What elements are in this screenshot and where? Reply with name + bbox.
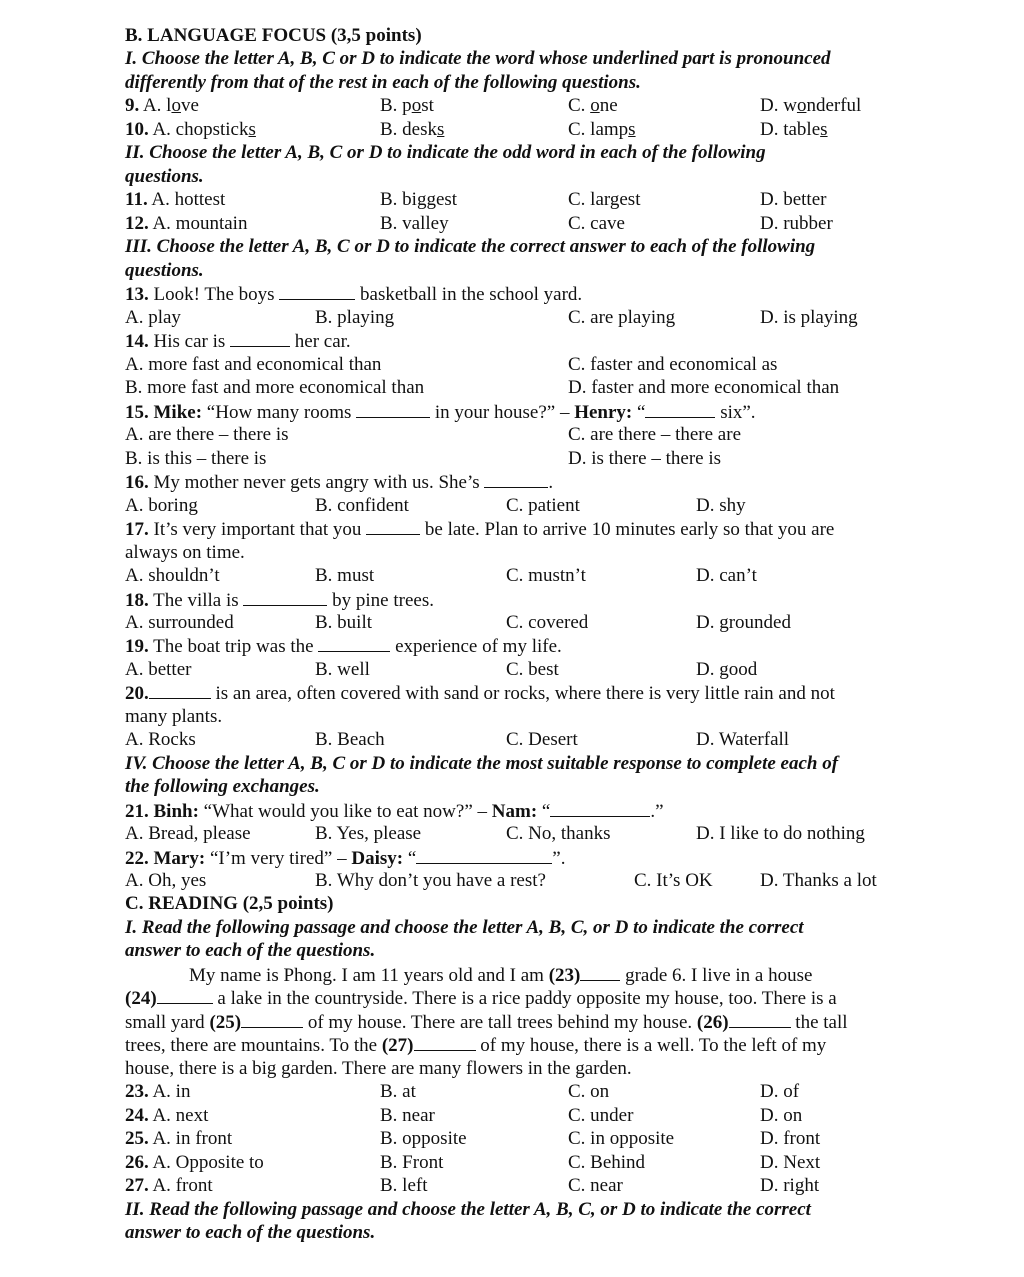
answer-option[interactable] — [380, 1127, 467, 1150]
underlined-part: o — [411, 95, 422, 116]
answer-option[interactable] — [125, 423, 289, 446]
option-text: B. at — [380, 1081, 416, 1102]
question-number: 11. — [125, 189, 148, 210]
answer-blank[interactable] — [157, 986, 213, 1004]
option-text: D. front — [760, 1128, 821, 1149]
option-text: C. patient — [506, 495, 580, 516]
section-heading — [125, 1198, 811, 1221]
underlined-part: o — [171, 95, 181, 116]
answer-option[interactable] — [125, 212, 247, 235]
option-text: B. valley — [380, 213, 449, 234]
option-text: nderful — [806, 95, 862, 116]
answer-option[interactable] — [506, 728, 578, 751]
answer-option[interactable] — [315, 306, 394, 329]
text-run: basketball in the school yard. — [355, 284, 583, 305]
text-line — [125, 705, 222, 728]
text-run: “ — [537, 801, 551, 822]
question-number: 24. — [125, 1105, 149, 1126]
answer-option[interactable] — [125, 869, 206, 892]
option-text: B. playing — [315, 307, 395, 328]
option-text: B. p — [380, 95, 412, 116]
option-text: C. in opposite — [568, 1128, 675, 1149]
option-text: C. faster and economical as — [568, 354, 778, 375]
text-run: a lake in the countryside. There is a rice paddy opposite my house, too. There is a — [212, 988, 837, 1009]
text-run: house, there is a big garden. There are many flowers in the garden. — [125, 1058, 632, 1079]
text-line — [125, 329, 351, 353]
answer-option[interactable] — [315, 869, 546, 892]
option-text: D. Waterfall — [696, 729, 790, 750]
option-text: C. are playing — [568, 307, 676, 328]
option-text: D. rubber — [760, 213, 833, 234]
option-text: C. lamp — [568, 119, 629, 140]
text-line — [125, 1057, 632, 1080]
answer-option[interactable] — [568, 447, 721, 470]
question-number: 10. — [125, 119, 149, 140]
underlined-part: s — [437, 119, 445, 140]
bold-label: Nam: — [491, 801, 538, 822]
section-heading — [125, 775, 320, 798]
text-run: “I’m very tired” – — [205, 848, 352, 869]
bold-label: 20. — [125, 683, 149, 704]
answer-option[interactable] — [125, 1151, 264, 1174]
answer-option[interactable] — [760, 94, 861, 117]
option-text: B. must — [315, 565, 375, 586]
question-number: 12. — [125, 213, 149, 234]
answer-option[interactable] — [380, 188, 457, 211]
underlined-part: o — [796, 95, 807, 116]
answer-blank[interactable] — [550, 799, 650, 817]
bold-label: 21. Binh: — [125, 801, 199, 822]
answer-option[interactable] — [568, 1104, 633, 1127]
answer-option[interactable] — [125, 564, 220, 587]
option-text: D. Next — [760, 1152, 821, 1173]
answer-option[interactable] — [125, 94, 199, 117]
underlined-part: s — [248, 119, 256, 140]
text-run: The boat trip was the — [148, 636, 319, 657]
underlined-part: o — [590, 95, 600, 116]
section-heading — [125, 939, 375, 962]
option-text: A. front — [148, 1175, 213, 1196]
option-text: C. under — [568, 1105, 634, 1126]
answer-option[interactable] — [760, 1080, 799, 1103]
bold-label: 15. Mike: — [125, 402, 203, 423]
answer-option[interactable] — [568, 188, 640, 211]
answer-option[interactable] — [696, 728, 789, 751]
answer-option[interactable] — [125, 611, 234, 634]
option-text: D. is there – there is — [568, 448, 722, 469]
text-run: His car is — [148, 331, 231, 352]
text-run: “How many rooms — [202, 402, 357, 423]
answer-option[interactable] — [696, 822, 865, 845]
answer-option[interactable] — [568, 1127, 674, 1150]
text-run: C. READING (2,5 points) — [125, 893, 334, 914]
text-run: My mother never gets angry with us. She’s — [148, 472, 485, 493]
option-text: D. table — [760, 119, 821, 140]
bold-label: (23) — [548, 965, 581, 986]
text-run: six”. — [715, 402, 756, 423]
option-text: A. in — [148, 1081, 191, 1102]
bold-label: 17. — [125, 519, 149, 540]
text-line — [125, 400, 756, 424]
answer-blank[interactable] — [230, 329, 290, 347]
option-text: C. Desert — [506, 729, 578, 750]
option-text: B. more fast and more economical than — [125, 377, 425, 398]
text-run: differently from that of the rest in each of the following questions. — [125, 72, 641, 93]
option-text: D. right — [760, 1175, 820, 1196]
option-text: C. — [568, 95, 591, 116]
option-text: B. Beach — [315, 729, 385, 750]
option-text: A. are there – there is — [125, 424, 289, 445]
option-text: B. Why don’t you have a rest? — [315, 870, 546, 891]
bold-label: (26) — [696, 1012, 729, 1033]
answer-option[interactable] — [696, 494, 746, 517]
answer-option[interactable] — [125, 728, 196, 751]
option-text: A. shouldn’t — [125, 565, 220, 586]
option-text: C. best — [506, 659, 559, 680]
answer-option[interactable] — [760, 118, 828, 141]
bold-label: 13. — [125, 284, 149, 305]
text-line — [125, 541, 245, 564]
answer-option[interactable] — [380, 1174, 428, 1197]
answer-option[interactable] — [568, 94, 618, 117]
option-text: B. opposite — [380, 1128, 467, 1149]
text-line — [125, 1010, 848, 1034]
bold-label: (25) — [209, 1012, 242, 1033]
text-line — [125, 588, 434, 612]
option-text: B. near — [380, 1105, 435, 1126]
text-line — [125, 681, 835, 705]
text-line — [125, 986, 837, 1010]
text-run: questions. — [125, 166, 204, 187]
text-run: in your house?” – — [430, 402, 575, 423]
text-run: by pine trees. — [327, 590, 434, 611]
answer-blank[interactable] — [149, 681, 211, 699]
answer-option[interactable] — [506, 658, 559, 681]
answer-option[interactable] — [760, 869, 877, 892]
bold-label: Henry: — [574, 402, 633, 423]
answer-option[interactable] — [315, 611, 372, 634]
answer-option[interactable] — [568, 1151, 645, 1174]
option-text: C. near — [568, 1175, 623, 1196]
option-text: B. desk — [380, 119, 437, 140]
option-text: D. faster and more economical than — [568, 377, 840, 398]
option-text: D. good — [696, 659, 758, 680]
option-text: B. biggest — [380, 189, 458, 210]
text-run: “ — [403, 848, 417, 869]
option-text: A. surrounded — [125, 612, 234, 633]
text-run: be late. Plan to arrive 10 minutes early so that you are — [420, 519, 835, 540]
answer-option[interactable] — [125, 376, 424, 399]
answer-option[interactable] — [760, 1151, 820, 1174]
option-text: C. mustn’t — [506, 565, 586, 586]
option-text: C. largest — [568, 189, 641, 210]
option-text: B. built — [315, 612, 373, 633]
option-text: C. covered — [506, 612, 589, 633]
answer-option[interactable] — [380, 118, 444, 141]
question-number: 25. — [125, 1128, 149, 1149]
answer-option[interactable] — [125, 188, 225, 211]
section-heading — [125, 141, 766, 164]
option-text: B. confident — [315, 495, 409, 516]
section-heading — [125, 165, 204, 188]
answer-option[interactable] — [760, 1104, 802, 1127]
section-heading — [125, 235, 815, 258]
question-number: 26. — [125, 1152, 149, 1173]
answer-option[interactable] — [380, 1080, 416, 1103]
option-text: ne — [599, 95, 618, 116]
bold-label: 14. — [125, 331, 149, 352]
option-text: B. well — [315, 659, 370, 680]
option-text: A. more fast and economical than — [125, 354, 382, 375]
answer-blank[interactable] — [416, 846, 552, 864]
answer-option[interactable] — [696, 611, 791, 634]
option-text: A. Opposite to — [148, 1152, 264, 1173]
option-text: A. Bread, please — [125, 823, 251, 844]
option-text: C. Behind — [568, 1152, 646, 1173]
option-text: A. Oh, yes — [125, 870, 207, 891]
bold-label: 16. — [125, 472, 149, 493]
question-number: 9. — [125, 95, 140, 116]
text-run: of my house. There are tall trees behind my house. — [303, 1012, 697, 1033]
text-run: B. LANGUAGE FOCUS (3,5 points) — [125, 25, 422, 46]
text-run: of my house, there is a well. To the left of my — [475, 1035, 827, 1056]
bold-label: 19. — [125, 636, 149, 657]
section-heading — [125, 47, 831, 70]
text-line — [125, 1033, 826, 1057]
answer-option[interactable] — [568, 118, 636, 141]
answer-blank[interactable] — [241, 1010, 303, 1028]
answer-option[interactable] — [380, 1104, 435, 1127]
answer-option[interactable] — [696, 658, 757, 681]
question-number: 23. — [125, 1081, 149, 1102]
answer-option[interactable] — [125, 1174, 213, 1197]
answer-option[interactable] — [380, 212, 449, 235]
option-text: A. l — [139, 95, 172, 116]
answer-option[interactable] — [506, 494, 580, 517]
answer-blank[interactable] — [580, 963, 620, 981]
option-text: D. shy — [696, 495, 746, 516]
answer-option[interactable] — [568, 1174, 623, 1197]
text-run: I. Read the following passage and choose the letter A, B, C, or D to indicate the correct — [125, 917, 804, 938]
section-heading — [125, 259, 204, 282]
answer-blank[interactable] — [243, 588, 327, 606]
text-run: “ — [632, 402, 646, 423]
section-heading — [125, 916, 804, 939]
option-text: D. w — [760, 95, 797, 116]
text-run: questions. — [125, 260, 204, 281]
text-run: The villa is — [148, 590, 244, 611]
answer-option[interactable] — [760, 306, 858, 329]
answer-option[interactable] — [315, 822, 421, 845]
option-text: D. of — [760, 1081, 800, 1102]
text-run: Look! The boys — [148, 284, 280, 305]
answer-option[interactable] — [315, 658, 370, 681]
answer-option[interactable] — [125, 822, 251, 845]
answer-option[interactable] — [568, 376, 839, 399]
section-heading — [125, 752, 838, 775]
text-run: .” — [650, 801, 664, 822]
answer-option[interactable] — [125, 1127, 232, 1150]
option-text: A. hottest — [147, 189, 226, 210]
answer-blank[interactable] — [414, 1033, 476, 1051]
option-text: C. cave — [568, 213, 625, 234]
text-run: II. Read the following passage and choose the letter A, B, C, or D to indicate the correct — [125, 1199, 811, 1220]
answer-option[interactable] — [125, 353, 381, 376]
answer-option[interactable] — [568, 1080, 609, 1103]
option-text: A. play — [125, 307, 181, 328]
answer-option[interactable] — [125, 447, 266, 470]
answer-option[interactable] — [125, 494, 198, 517]
underlined-part: s — [628, 119, 636, 140]
answer-blank[interactable] — [356, 400, 430, 418]
option-text: A. mountain — [148, 213, 248, 234]
text-run: experience of my life. — [390, 636, 562, 657]
answer-option[interactable] — [634, 869, 713, 892]
option-text: A. chopstick — [148, 119, 249, 140]
answer-option[interactable] — [506, 564, 586, 587]
text-run: III. Choose the letter A, B, C or D to indicate the correct answer to each of the following — [125, 236, 816, 257]
option-text: A. better — [125, 659, 192, 680]
answer-blank[interactable] — [366, 517, 420, 535]
answer-blank[interactable] — [484, 470, 548, 488]
answer-option[interactable] — [125, 658, 191, 681]
answer-option[interactable] — [125, 306, 181, 329]
option-text: D. grounded — [696, 612, 791, 633]
question-number: 27. — [125, 1175, 149, 1196]
answer-option[interactable] — [568, 353, 777, 376]
text-run: many plants. — [125, 706, 223, 727]
answer-option[interactable] — [125, 118, 256, 141]
section-heading — [125, 892, 334, 915]
text-line — [125, 517, 834, 541]
option-text: A. next — [148, 1105, 209, 1126]
answer-option[interactable] — [568, 306, 675, 329]
answer-option[interactable] — [760, 1174, 819, 1197]
option-text: D. is playing — [760, 307, 858, 328]
answer-blank[interactable] — [729, 1010, 791, 1028]
text-run: It’s very important that you — [148, 519, 367, 540]
bold-label: (27) — [381, 1035, 414, 1056]
text-run: the tall — [790, 1012, 848, 1033]
option-text: D. on — [760, 1105, 803, 1126]
answer-option[interactable] — [380, 94, 434, 117]
option-text: C. No, thanks — [506, 823, 611, 844]
text-run: answer to each of the questions. — [125, 940, 376, 961]
text-line — [125, 846, 565, 870]
bold-label: 18. — [125, 590, 149, 611]
text-run: My name is Phong. I am 11 years old and I am — [189, 965, 549, 986]
answer-option[interactable] — [506, 611, 588, 634]
answer-option[interactable] — [315, 728, 385, 751]
text-run: “What would you like to eat now?” – — [198, 801, 492, 822]
text-line — [125, 799, 664, 823]
text-line — [125, 282, 582, 306]
option-text: B. left — [380, 1175, 428, 1196]
option-text: B. is this – there is — [125, 448, 267, 469]
text-run: her car. — [290, 331, 351, 352]
answer-option[interactable] — [760, 212, 833, 235]
text-run: answer to each of the questions. — [125, 1222, 376, 1243]
option-text: D. Thanks a lot — [760, 870, 877, 891]
text-run: trees, there are mountains. To the — [125, 1035, 382, 1056]
answer-blank[interactable] — [279, 282, 355, 300]
answer-option[interactable] — [760, 188, 826, 211]
answer-blank[interactable] — [318, 634, 390, 652]
option-text: C. It’s OK — [634, 870, 713, 891]
option-text: C. are there – there are — [568, 424, 742, 445]
answer-option[interactable] — [760, 1127, 820, 1150]
answer-option[interactable] — [315, 494, 409, 517]
text-run: ”. — [552, 848, 566, 869]
answer-option[interactable] — [506, 822, 611, 845]
answer-option[interactable] — [380, 1151, 443, 1174]
option-text: A. in front — [148, 1128, 233, 1149]
text-run: the following exchanges. — [125, 776, 320, 797]
option-text: D. better — [760, 189, 827, 210]
option-text: B. Yes, please — [315, 823, 422, 844]
text-run: grade 6. I live in a house — [620, 965, 813, 986]
text-run: small yard — [125, 1012, 210, 1033]
answer-option[interactable] — [315, 564, 374, 587]
text-run: . — [548, 472, 554, 493]
text-run: II. Choose the letter A, B, C or D to indicate the odd word in each of the following — [125, 142, 766, 163]
section-heading — [125, 71, 641, 94]
section-heading — [125, 24, 422, 47]
option-text: st — [421, 95, 434, 116]
answer-option[interactable] — [696, 564, 757, 587]
option-text: C. on — [568, 1081, 610, 1102]
option-text: A. boring — [125, 495, 198, 516]
option-text: D. can’t — [696, 565, 757, 586]
text-line — [189, 963, 812, 987]
option-text: B. Front — [380, 1152, 444, 1173]
answer-option[interactable] — [125, 1104, 208, 1127]
option-text: A. Rocks — [125, 729, 196, 750]
bold-label: (24) — [125, 988, 157, 1009]
text-line — [125, 634, 562, 658]
underlined-part: s — [820, 119, 828, 140]
option-text: ve — [180, 95, 199, 116]
answer-option[interactable] — [568, 423, 741, 446]
text-run: always on time. — [125, 542, 245, 563]
option-text: D. I like to do nothing — [696, 823, 865, 844]
text-run: IV. Choose the letter A, B, C or D to indicate the most suitable response to complete each of — [125, 753, 839, 774]
section-heading — [125, 1221, 375, 1244]
text-run: is an area, often covered with sand or rocks, where there is very little rain and not — [210, 683, 835, 704]
answer-option[interactable] — [125, 1080, 190, 1103]
answer-option[interactable] — [568, 212, 625, 235]
bold-label: Daisy: — [351, 848, 404, 869]
bold-label: 22. Mary: — [125, 848, 206, 869]
text-line — [125, 470, 553, 494]
text-run: I. Choose the letter A, B, C or D to indicate the word whose underlined part is pronounced — [125, 48, 831, 69]
answer-blank[interactable] — [645, 400, 715, 418]
